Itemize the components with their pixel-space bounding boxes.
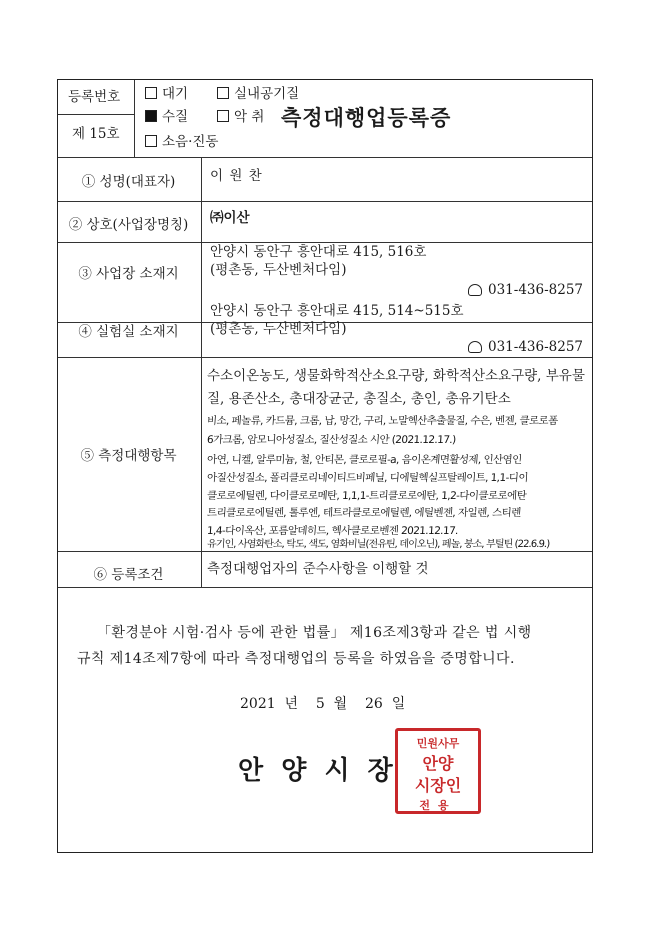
document-title: 측정대행업등록증	[281, 106, 452, 130]
checkbox-box	[145, 135, 157, 147]
reg-no-value: 제 15호	[72, 126, 120, 142]
certification-line1: 「환경분야 시험·검사 등에 관한 법률」 제16조제3항과 같은 법 시행	[97, 625, 532, 641]
certification-line2: 규칙 제14조제7항에 따라 측정대행업의 등록을 하였음을 증명합니다.	[77, 651, 515, 667]
seal-text: 전용	[419, 799, 457, 812]
rule	[58, 114, 134, 115]
checkbox-box-checked	[145, 110, 157, 122]
checkbox-label: 수질	[162, 109, 189, 125]
checkbox-noise	[145, 135, 218, 150]
items-printed-line2: 질, 용존산소, 총대장균군, 총질소, 총인, 총유기탄소	[207, 391, 511, 407]
conditions-label: ⑥ 등록조건	[93, 567, 164, 583]
company-label: ② 상호(사업장명칭)	[68, 217, 189, 233]
office-phone-number: 031-436-8257	[488, 282, 584, 298]
lab-phone	[468, 341, 583, 355]
reg-no-label: 등록번호	[68, 89, 121, 105]
rule	[58, 551, 592, 552]
conditions-value: 측정대행업자의 준수사항을 이행할 것	[207, 561, 429, 577]
lab-address-line1: 안양시 동안구 흥안대로 415, 514~515호	[210, 303, 464, 319]
rule	[134, 80, 135, 157]
company-value: ㈜이산	[210, 210, 250, 226]
checkbox-box	[217, 87, 229, 99]
issuer-name: 안 양 시 장	[238, 756, 393, 786]
seal-text: 시장인	[414, 776, 462, 795]
lab-label: ④ 실험실 소재지	[78, 324, 179, 340]
name-label: ① 성명(대표자)	[81, 174, 176, 190]
checkbox-label: 악 취	[234, 109, 265, 125]
seal-text: 민원사무	[416, 737, 460, 750]
office-address-line2: (평촌동, 두산벤처다임)	[210, 262, 347, 278]
seal-text: 안양	[422, 754, 454, 773]
items-handwritten-line: 아질산성질소, 폴리클로리네이티드비페닐, 디에틸헥실프탈레이트, 1,1-디이	[206, 472, 529, 484]
checkbox-label: 소음·진동	[162, 134, 219, 150]
checkbox-box	[145, 87, 157, 99]
office-label: ③ 사업장 소재지	[78, 266, 179, 282]
phone-icon	[468, 341, 482, 353]
items-handwritten-line: 6가크롬, 암모니아성질소, 질산성질소 시안 (2021.12.17.)	[206, 434, 457, 446]
checkbox-indoor-air	[217, 87, 299, 102]
checkbox-label: 대기	[162, 86, 189, 102]
checkbox-odor	[217, 110, 264, 125]
rule	[58, 357, 592, 358]
items-handwritten-line: 유기인, 사염화탄소, 탁도, 색도, 염화비닐(전유틴, 데이오닌), 페놀, 붕소, 부틸틴 (22.6.9.)	[206, 539, 550, 550]
checkbox-air	[145, 87, 188, 102]
items-handwritten-line: 비소, 페놀류, 카드뮴, 크롬, 납, 망간, 구리, 노말헥산추출물질, 수은, 벤젠, 클로로폼	[206, 415, 559, 427]
items-handwritten-line: 1,4-다이옥산, 포름알데히드, 헥사클로로벤젠 2021.12.17.	[206, 525, 459, 537]
checkbox-label: 실내공기질	[234, 86, 300, 102]
items-label: ⑤ 측정대행항목	[80, 448, 177, 464]
rule	[58, 157, 592, 158]
rule	[58, 201, 592, 202]
checkbox-box	[217, 110, 229, 122]
certificate-frame	[57, 79, 593, 853]
name-value: 이 원 찬	[210, 168, 263, 184]
rule	[58, 242, 592, 243]
items-handwritten-line: 클로로에틸렌, 다이클로로메탄, 1,1,1-트리클로로에탄, 1,2-다이클로로에탄	[206, 490, 527, 502]
items-handwritten-line: 아연, 니켈, 알루미늄, 철, 안티몬, 클로로필-a, 음이온계면활성제, 인산염인	[206, 454, 522, 466]
lab-phone-number: 031-436-8257	[488, 339, 584, 355]
rule	[58, 587, 592, 588]
items-handwritten-line: 트리클로로에틸렌, 톨루엔, 테트라클로로에틸렌, 에틸벤젠, 자일렌, 스티렌	[206, 507, 522, 519]
office-phone	[468, 284, 583, 298]
office-address-line1: 안양시 동안구 흥안대로 415, 516호	[210, 244, 427, 260]
phone-icon	[468, 284, 482, 296]
checkbox-water	[145, 110, 188, 125]
rule	[201, 157, 202, 587]
official-seal	[395, 728, 481, 814]
issue-date: 2021 년 5 월 26 일	[240, 696, 406, 712]
items-printed-line1: 수소이온농도, 생물화학적산소요구량, 화학적산소요구량, 부유물	[207, 368, 585, 384]
lab-address-line2: (평촌동, 두산벤처다임)	[210, 321, 347, 337]
